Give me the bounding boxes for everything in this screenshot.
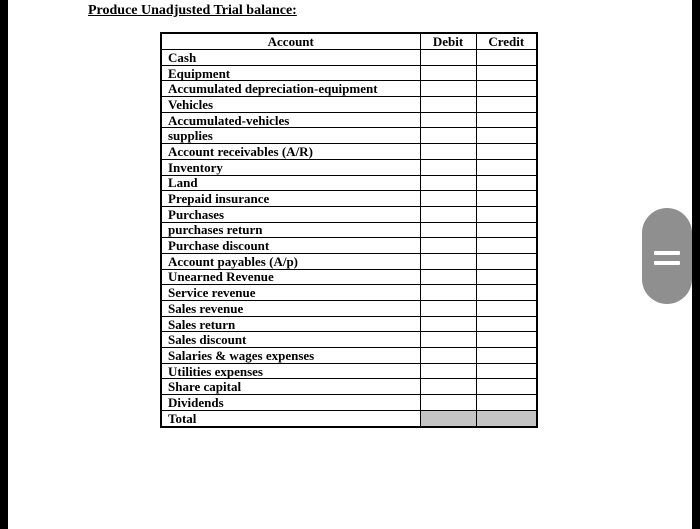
account-name: Salaries & wages expenses bbox=[161, 348, 420, 364]
debit-cell[interactable] bbox=[420, 191, 476, 207]
grip-line-icon bbox=[654, 261, 680, 265]
table-row bbox=[161, 363, 537, 379]
account-name: Share capital bbox=[161, 379, 420, 395]
table-row bbox=[161, 222, 537, 238]
credit-cell[interactable] bbox=[476, 332, 537, 348]
debit-cell[interactable] bbox=[420, 112, 476, 128]
debit-cell[interactable] bbox=[420, 348, 476, 364]
table-row bbox=[161, 269, 537, 285]
total-debit-cell bbox=[420, 410, 476, 426]
account-name: Sales revenue bbox=[161, 301, 420, 317]
header-row bbox=[161, 33, 537, 50]
credit-cell[interactable] bbox=[476, 175, 537, 191]
credit-cell[interactable] bbox=[476, 191, 537, 207]
account-name: Account receivables (A/R) bbox=[161, 144, 420, 160]
debit-cell[interactable] bbox=[420, 332, 476, 348]
total-credit-cell bbox=[476, 410, 537, 426]
scroll-handle[interactable] bbox=[642, 208, 692, 304]
debit-cell[interactable] bbox=[420, 97, 476, 113]
table-row bbox=[161, 285, 537, 301]
credit-cell[interactable] bbox=[476, 253, 537, 269]
debit-cell[interactable] bbox=[420, 50, 476, 66]
table-row bbox=[161, 159, 537, 175]
credit-cell[interactable] bbox=[476, 128, 537, 144]
credit-column-header: Credit bbox=[476, 33, 537, 50]
trial-balance-table bbox=[160, 32, 538, 428]
table-row bbox=[161, 253, 537, 269]
total-row bbox=[161, 410, 537, 426]
credit-cell[interactable] bbox=[476, 206, 537, 222]
credit-cell[interactable] bbox=[476, 81, 537, 97]
table-row bbox=[161, 348, 537, 364]
table-row bbox=[161, 301, 537, 317]
debit-cell[interactable] bbox=[420, 175, 476, 191]
account-name: Service revenue bbox=[161, 285, 420, 301]
credit-cell[interactable] bbox=[476, 316, 537, 332]
table-row bbox=[161, 238, 537, 254]
account-name: Accumulated-vehicles bbox=[161, 112, 420, 128]
table-row bbox=[161, 206, 537, 222]
table-row bbox=[161, 50, 537, 66]
account-name: Equipment bbox=[161, 65, 420, 81]
debit-cell[interactable] bbox=[420, 269, 476, 285]
account-name: Land bbox=[161, 175, 420, 191]
credit-cell[interactable] bbox=[476, 363, 537, 379]
credit-cell[interactable] bbox=[476, 348, 537, 364]
table-row bbox=[161, 191, 537, 207]
account-name: Unearned Revenue bbox=[161, 269, 420, 285]
trial-balance-body bbox=[161, 50, 537, 427]
account-name: Account payables (A/p) bbox=[161, 253, 420, 269]
debit-cell[interactable] bbox=[420, 285, 476, 301]
debit-cell[interactable] bbox=[420, 253, 476, 269]
debit-cell[interactable] bbox=[420, 363, 476, 379]
credit-cell[interactable] bbox=[476, 222, 537, 238]
account-name: Purchase discount bbox=[161, 238, 420, 254]
credit-cell[interactable] bbox=[476, 379, 537, 395]
page-title: Produce Unadjusted Trial balance: bbox=[88, 3, 297, 18]
credit-cell[interactable] bbox=[476, 269, 537, 285]
debit-cell[interactable] bbox=[420, 222, 476, 238]
debit-cell[interactable] bbox=[420, 395, 476, 411]
account-name: Prepaid insurance bbox=[161, 191, 420, 207]
table-row bbox=[161, 112, 537, 128]
debit-cell[interactable] bbox=[420, 238, 476, 254]
account-name: Dividends bbox=[161, 395, 420, 411]
credit-cell[interactable] bbox=[476, 301, 537, 317]
credit-cell[interactable] bbox=[476, 285, 537, 301]
document-page bbox=[8, 0, 692, 529]
debit-column-header: Debit bbox=[420, 33, 476, 50]
account-name: Purchases bbox=[161, 206, 420, 222]
table-row bbox=[161, 144, 537, 160]
account-name: Sales return bbox=[161, 316, 420, 332]
debit-cell[interactable] bbox=[420, 128, 476, 144]
table-row bbox=[161, 316, 537, 332]
table-row bbox=[161, 175, 537, 191]
table-row bbox=[161, 379, 537, 395]
account-name: Vehicles bbox=[161, 97, 420, 113]
debit-cell[interactable] bbox=[420, 65, 476, 81]
table-row bbox=[161, 332, 537, 348]
credit-cell[interactable] bbox=[476, 112, 537, 128]
account-name: Accumulated depreciation-equipment bbox=[161, 81, 420, 97]
credit-cell[interactable] bbox=[476, 97, 537, 113]
account-name: Sales discount bbox=[161, 332, 420, 348]
credit-cell[interactable] bbox=[476, 50, 537, 66]
credit-cell[interactable] bbox=[476, 144, 537, 160]
debit-cell[interactable] bbox=[420, 379, 476, 395]
debit-cell[interactable] bbox=[420, 316, 476, 332]
total-label: Total bbox=[161, 410, 420, 426]
debit-cell[interactable] bbox=[420, 301, 476, 317]
debit-cell[interactable] bbox=[420, 81, 476, 97]
account-name: Inventory bbox=[161, 159, 420, 175]
table-row bbox=[161, 65, 537, 81]
table-row bbox=[161, 81, 537, 97]
debit-cell[interactable] bbox=[420, 159, 476, 175]
credit-cell[interactable] bbox=[476, 159, 537, 175]
account-name: Cash bbox=[161, 50, 420, 66]
account-name: purchases return bbox=[161, 222, 420, 238]
table-row bbox=[161, 97, 537, 113]
credit-cell[interactable] bbox=[476, 238, 537, 254]
grip-line-icon bbox=[654, 251, 680, 255]
account-name: Utilities expenses bbox=[161, 363, 420, 379]
account-name: supplies bbox=[161, 128, 420, 144]
debit-cell[interactable] bbox=[420, 144, 476, 160]
table-row bbox=[161, 128, 537, 144]
table-row bbox=[161, 395, 537, 411]
credit-cell[interactable] bbox=[476, 65, 537, 81]
credit-cell[interactable] bbox=[476, 395, 537, 411]
account-column-header: Account bbox=[161, 33, 420, 50]
debit-cell[interactable] bbox=[420, 206, 476, 222]
